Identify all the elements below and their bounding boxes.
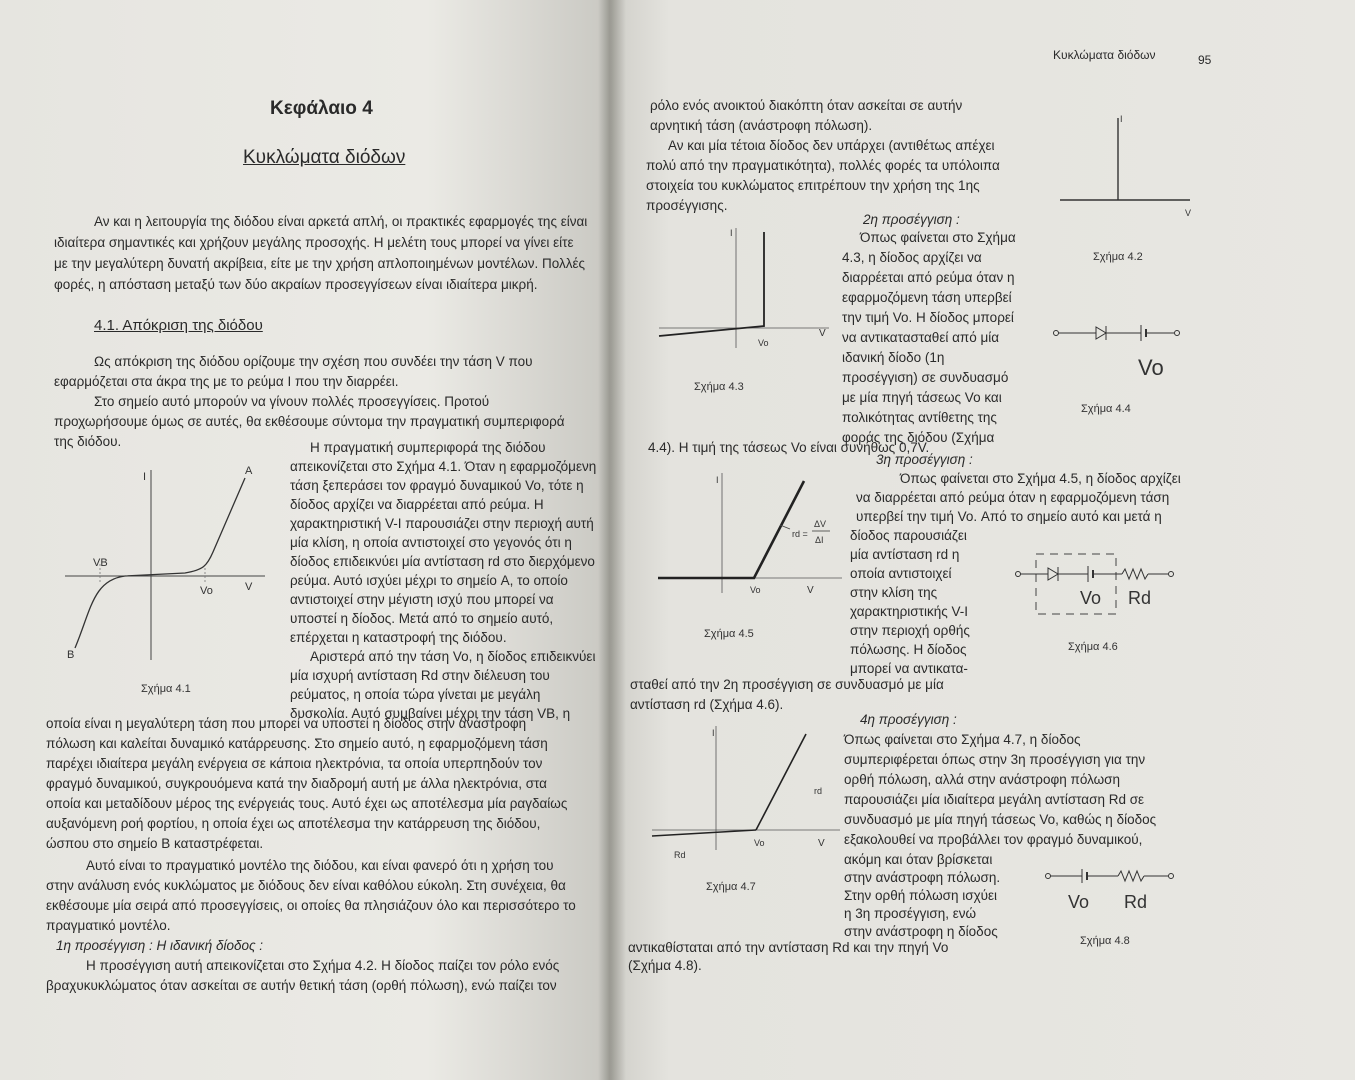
fig43-vo-label: Vo [758, 338, 769, 348]
text-line: οποία αντιστοιχεί [850, 566, 952, 581]
page-number: 95 [1198, 53, 1212, 67]
approx2-heading: 2η προσέγγιση : [863, 212, 960, 227]
figure-4-2 [1050, 108, 1200, 268]
text-line: αντίσταση rd (Σχήμα 4.6). [630, 697, 784, 712]
text-line: αντιστοιχεί στην μέγιστη ισχύ που μπορεί να [290, 592, 554, 607]
text-line: Όπως φαίνεται στο Σχήμα [860, 230, 1016, 245]
text-line: εκθέσουμε μία σειρά από προσεγγίσεις, οι οποίες θα πλησιάζουν όλο και περισσότερο το [46, 898, 576, 913]
fig47-caption: Σχήμα 4.7 [706, 881, 756, 893]
fig46-rd-label: Rd [1128, 588, 1152, 608]
text-line: Στο σημείο αυτό μπορούν να γίνουν πολλές προσεγγίσεις. Προτού [94, 394, 490, 409]
text-line: προσέγγιση) σε συνδυασμό [842, 370, 1009, 385]
fig45-axis-i: I [716, 475, 719, 485]
fig45-caption: Σχήμα 4.5 [704, 628, 754, 640]
text-line: μία ισχυρή αντίσταση Rd στην διέλευση του [290, 668, 550, 683]
text-line: χαρακτηριστικής V-I [850, 604, 968, 619]
text-line: επέρχεται η καταστροφή της διόδου. [290, 630, 507, 645]
fig47-axis-v: V [818, 838, 825, 849]
text-line: φορές, η απόσταση μεταξύ των δύο ακραίων προσεγγίσεων είναι ιδιαίτερα μικρή. [54, 277, 538, 292]
text-line: ορθή πόλωση, αλλά στην ανάστροφη πόλωση [844, 772, 1120, 787]
text-line: συνδυασμό με μία πηγή τάσεως Vo, καθώς η δίοδος [844, 812, 1157, 827]
text-line: δίοδος αρχίζει να διαρρέεται από ρεύμα. Η [290, 497, 544, 512]
text-line: 4.3, η δίοδος αρχίζει να [842, 250, 982, 265]
left-page [0, 0, 610, 1080]
text-line: απεικονίζεται στο Σχήμα 4.1. Όταν η εφαρμοζόμενη [290, 459, 597, 474]
text-line: μία κλίση, η οποία αντιστοιχεί στο γεγονός ότι η [290, 535, 572, 550]
fig41-axis-v: V [245, 581, 253, 593]
fig48-vo-label: Vo [1068, 892, 1090, 912]
text-line: χαρακτηριστική V-I παρουσιάζει στην περιοχή αυτή [290, 516, 594, 531]
fig47-rd-label: rd [814, 786, 823, 796]
text-line: ιδιαίτερα σημαντικές και χρήζουν μεγάλης προσοχής. Η μελέτη τους μπορεί να γίνει είτε [54, 235, 574, 250]
text-line: παρέχει ιδιαίτερα μεγάλη ενέργεια σε κάποια ηλεκτρόνια, τα οποία υπερπηδούν τον [46, 756, 543, 771]
text-line: αντικαθίσταται από την αντίσταση Rd και την πηγή Vo [628, 940, 949, 955]
text-line: τάση ξεπεράσει τον φραγμό δυναμικού Vo, τότε η [290, 478, 584, 493]
text-line: πραγματικό μοντέλο. [46, 918, 171, 933]
fig44-vo-label: Vo [1138, 355, 1164, 380]
text-line: βραχυκυκλώματος όταν ασκείται σε αυτήν θετική τάση (ορθή πόλωση), ενώ παίζει τον [46, 978, 557, 993]
text-line: της διόδου. [54, 434, 122, 449]
fig41-vo-label: Vo [200, 585, 213, 597]
text-line: σταθεί από την 2η προσέγγιση σε συνδυασμό με μία [630, 677, 944, 692]
text-line: 4.4). Η τιμή της τάσεως Vo είναι συνήθως 0,7V. [648, 440, 930, 455]
text-line: φραγμό δυναμικού, συγκρουόμενα κατά την διαδρομή αυτή με άλλα ηλεκτρόνια, στα [46, 776, 547, 791]
text-line: πόλωσης. Η δίοδος [850, 642, 967, 657]
text-line: να αντικατασταθεί από μία [842, 330, 1000, 345]
fig45-rd-label: rd = [792, 529, 808, 539]
fig41-vb-label: VB [93, 557, 108, 569]
fig43-axis-v: V [819, 328, 826, 339]
fig42-caption: Σχήμα 4.2 [1093, 251, 1143, 263]
text-line: δίοδος παρουσιάζει [850, 528, 967, 543]
text-line: υπερβεί την τιμή Vo. Από το σημείο αυτό και μετά η [856, 509, 1162, 524]
text-line: οποία είναι η μεγαλύτερη τάση που μπορεί να υποστεί η δίοδος στην ανάστροφη [46, 716, 527, 731]
text-line: (Σχήμα 4.8). [628, 958, 702, 973]
fig43-axis-i: I [730, 228, 733, 238]
text-line: μπορεί να αντικατα- [850, 661, 968, 676]
chapter-heading: Κεφάλαιο 4 [270, 98, 373, 119]
text-line: πολικότητας αντίθετης της [842, 410, 997, 425]
text-line: η 3η προσέγγιση, ενώ [844, 906, 977, 921]
figure-4-7 [650, 718, 850, 898]
text-line: φοράς της διόδου (Σχήμα [842, 430, 995, 445]
text-line: να διαρρέεται από ρεύμα όταν η εφαρμοζόμενη τάση [856, 490, 1170, 505]
text-line: στην περιοχή ορθής [850, 623, 970, 638]
text-line: πολύ από την πραγματικότητα), πολλές φορές τα υπόλοιπα [646, 158, 1000, 173]
fig41-caption: Σχήμα 4.1 [141, 683, 191, 695]
text-line: Η προσέγγιση αυτή απεικονίζεται στο Σχήμα 4.2. Η δίοδος παίζει τον ρόλο ενός [86, 958, 560, 973]
fig45-axis-v: V [807, 585, 814, 596]
right-page [610, 0, 1355, 1080]
fig45-dv-label: ΔV [814, 519, 827, 529]
text-line: συμπεριφέρεται όπως στην 3η προσέγγιση για την [844, 752, 1146, 767]
text-line: μία αντίσταση rd η [850, 547, 960, 562]
text-line: Αυτό είναι το πραγματικό μοντέλο της διόδου, και είναι φανερό ότι η χρήση του [86, 858, 554, 873]
text-line: εφαρμόζεται στα άκρα της με το ρεύμα I που την διαρρέει. [54, 374, 399, 389]
figure-4-8 [1040, 862, 1200, 952]
fig48-rd-label: Rd [1124, 892, 1148, 912]
chapter-title: Κυκλώματα διόδων [243, 147, 406, 168]
fig47-big-rd-label: Rd [674, 850, 686, 860]
text-line: Στην ορθή πόλωση ισχύει [844, 888, 998, 903]
text-line: Αριστερά από την τάση Vo, η δίοδος επιδεικνύει [310, 649, 596, 664]
fig48-caption: Σχήμα 4.8 [1080, 935, 1130, 947]
text-line: στοιχεία του κυκλώματος επιτρέπουν την χρήση της 1ης [646, 178, 980, 193]
figure-4-4 [1046, 315, 1196, 420]
text-line: ώσπου στο σημείο B καταστρέφεται. [46, 836, 264, 851]
figure-4-3 [654, 218, 844, 398]
text-line: Η πραγματική συμπεριφορά της διόδου [310, 440, 546, 455]
text-line: δυσκολία. Αυτό συμβαίνει μέχρι την τάση VB, η [290, 706, 571, 721]
fig41-axis-i: I [143, 471, 147, 483]
text-line: στην ανάστροφη η δίοδος [844, 924, 998, 939]
fig43-caption: Σχήμα 4.3 [694, 381, 744, 393]
text-line: Αν και η λειτουργία της διόδου είναι αρκετά απλή, οι πρακτικές εφαρμογές της είναι [94, 214, 588, 229]
text-line: εξακολουθεί να προβάλλει τον φραγμό δυναμικού, [844, 832, 1143, 847]
text-line: αρνητική τάση (ανάστροφη πόλωση). [650, 118, 873, 133]
text-line: προχωρήσουμε όμως σε αυτές, θα εκθέσουμε σύντομα την πραγματική συμπεριφορά [54, 414, 565, 429]
figure-4-5 [654, 465, 864, 645]
text-line: Όπως φαίνεται στο Σχήμα 4.7, η δίοδος [844, 732, 1081, 747]
fig41-point-b: B [67, 649, 75, 661]
approx3-heading: 3η προσέγγιση : [876, 452, 973, 467]
text-line: με την μεγαλύτερη δυνατή ακρίβεια, είτε με την χρήση απλοποιημένων μοντέλων. Πολλές [54, 256, 586, 271]
text-line: ιδανική δίοδο (1η [842, 350, 945, 365]
fig46-caption: Σχήμα 4.6 [1068, 641, 1118, 653]
text-line: στην κλίση της [850, 585, 938, 600]
text-line: στην ανάλυση ενός κυκλώματος με διόδους δεν είναι καθόλου εύκολη. Στη συνέχεια, θα [46, 878, 566, 893]
fig45-vo-label: Vo [750, 585, 761, 595]
approx1-heading: 1η προσέγγιση : Η ιδανική δίοδος : [56, 938, 264, 953]
text-line: αυξανόμενη ροή φορτίου, η οποία έχει ως αποτέλεσμα την κατάρρευση της διόδου, [46, 816, 541, 831]
text-line: παρουσιάζει μία ιδιαίτερα μεγάλη αντίσταση Rd σε [844, 792, 1145, 807]
text-line: ρεύμα. Αυτό ισχύει μέχρι το σημείο A, το οποίο [290, 573, 568, 588]
text-line: στην ανάστροφη πόλωση. [844, 870, 1001, 885]
text-line: ακόμη και όταν βρίσκεται [844, 852, 993, 867]
figure-4-1 [55, 460, 280, 700]
text-line: Ως απόκριση της διόδου ορίζουμε την σχέση που συνδέει την τάση V που [94, 354, 533, 369]
text-line: Αν και μία τέτοια δίοδος δεν υπάρχει (αντιθέτως απέχει [668, 138, 995, 153]
book-gutter [598, 0, 626, 1080]
fig47-vo-label: Vo [754, 838, 765, 848]
fig41-point-a: A [245, 465, 253, 477]
fig44-caption: Σχήμα 4.4 [1081, 403, 1131, 415]
text-line: εφαρμοζόμενη τάση υπερβεί [842, 290, 1012, 305]
text-line: ρεύματος, η οποία τώρα γίνεται με μεγάλη [290, 687, 541, 702]
running-header: Κυκλώματα διόδων [1053, 48, 1156, 62]
approx4-heading: 4η προσέγγιση : [860, 712, 957, 727]
text-line: οποία και μεταδίδουν μέρος της ενέργειάς τους. Αυτό έχει ως αποτέλεσμα μία ραγδαίως [46, 796, 568, 811]
fig47-axis-i: I [712, 728, 715, 738]
fig42-axis-v: V [1185, 208, 1192, 218]
text-line: δίοδος επιδεικνύει μία αντίσταση rd στο διερχόμενο [290, 554, 595, 569]
text-line: με μία πηγή τάσεως Vo και [842, 390, 1002, 405]
section-heading: 4.1. Απόκριση της διόδου [94, 317, 263, 334]
figure-4-6 [1010, 548, 1190, 658]
text-line: την τιμή Vo. Η δίοδος μπορεί [842, 310, 1014, 325]
text-line: ρόλο ενός ανοικτού διακόπτη όταν ασκείται σε αυτήν [650, 98, 963, 113]
fig45-di-label: ΔI [815, 535, 824, 545]
fig46-vo-label: Vo [1080, 588, 1102, 608]
text-line: πόλωση και καλείται δυναμικό κατάρρευσης. Στο σημείο αυτό, η εφαρμοζόμενη τάση [46, 736, 548, 751]
text-line: προσέγγισης. [646, 198, 728, 213]
text-line: υποστεί η δίοδος. Μετά από το σημείο αυτό, [290, 611, 554, 626]
fig42-axis-i: I [1120, 114, 1123, 124]
text-line: Όπως φαίνεται στο Σχήμα 4.5, η δίοδος αρχίζει [900, 471, 1181, 486]
text-line: διαρρέεται από ρεύμα όταν η [842, 270, 1015, 285]
